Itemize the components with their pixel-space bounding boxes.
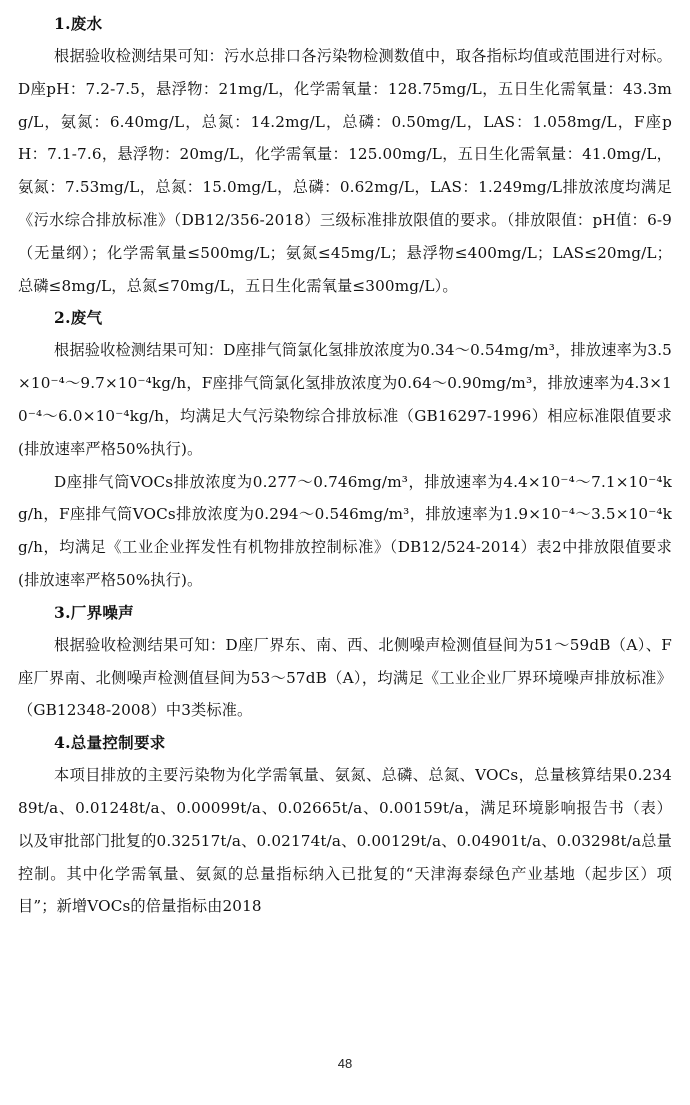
section-heading-wastewater: 1.废水 xyxy=(54,14,103,33)
paragraph-vocs-emission: D座排气筒VOCs排放浓度为0.277～0.746mg/m³，排放速率为4.4×10⁻⁴～7.1×10⁻⁴kg/h，F座排气筒VOCs排放浓度为0.294～0.546mg/m³，排放速率为1.9×10⁻⁴～3.5×10⁻⁴kg/h，均满足《工业企业挥发性有机物排放控制标准》（DB12/524-2014）表2中排放限值要求(排放速率严格50%执行)。 xyxy=(18,472,672,589)
section-wastewater xyxy=(18,8,672,302)
section-total-control xyxy=(18,727,672,923)
page-number: 48 xyxy=(337,1056,353,1071)
paragraph-hcl-emission: 根据验收检测结果可知：D座排气筒氯化氢排放浓度为0.34～0.54mg/m³，排放速率为3.5×10⁻⁴～9.7×10⁻⁴kg/h，F座排气筒氯化氢排放浓度为0.64～0.90mg/m³，排放速率为4.3×10⁻⁴～6.0×10⁻⁴kg/h，均满足大气污染物综合排放标准（GB16297-1996）相应标准限值要求(排放速率严格50%执行)。 xyxy=(18,341,672,458)
section-boundary-noise xyxy=(18,597,672,727)
section-heading-boundary-noise: 3.厂界噪声 xyxy=(54,602,134,622)
section-heading-exhaust-gas: 2.废气 xyxy=(54,308,103,328)
paragraph-boundary-noise: 根据验收检测结果可知：D座厂界东、南、西、北侧噪声检测值昼间为51～59dB（A）、F座厂界南、北侧噪声检测值昼间为53～57dB（A），均满足《工业企业厂界环境噪声排放标准》（GB12348-2008）中3类标准。 xyxy=(18,635,672,720)
document-page xyxy=(18,8,672,923)
section-exhaust-gas xyxy=(18,302,672,596)
paragraph-total-control: 本项目排放的主要污染物为化学需氧量、氨氮、总磷、总氮、VOCs，总量核算结果0.23489t/a、0.01248t/a、0.00099t/a、0.02665t/a、0.00159t/a，满足环境影响报告书（表）以及审批部门批复的0.32517t/a、0.02174t/a、0.00129t/a、0.04901t/a、0.03298t/a总量控制。其中化学需氧量、氨氮的总量指标纳入已批复的“天津海泰绿色产业基地（起步区）项目”；新增VOCs的倍量指标由2018 xyxy=(18,766,672,916)
paragraph-wastewater: 根据验收检测结果可知：污水总排口各污染物检测数值中，取各指标均值或范围进行对标。D座pH：7.2-7.5，悬浮物：21mg/L，化学需氧量：128.75mg/L，五日生化需氧量：43.3mg/L，氨氮：6.40mg/L，总氮：14.2mg/L，总磷：0.50mg/L，LAS：1.058mg/L，F座pH：7.1-7.6，悬浮物：20mg/L，化学需氧量：125.00mg/L，五日生化需氧量：41.0mg/L，氨氮：7.53mg/L，总氮：15.0mg/L，总磷：0.62mg/L，LAS：1.249mg/L排放浓度均满足《污水综合排放标准》（DB12/356-2018）三级标准排放限值的要求。（排放限值：pH值：6-9（无量纲）；化学需氧量≤500mg/L；氨氮≤45mg/L；悬浮物≤400mg/L；LAS≤20mg/L；总磷≤8mg/L，总氮≤70mg/L，五日生化需氧量≤300mg/L）。 xyxy=(18,47,672,295)
section-heading-total-control: 4.总量控制要求 xyxy=(54,733,166,753)
